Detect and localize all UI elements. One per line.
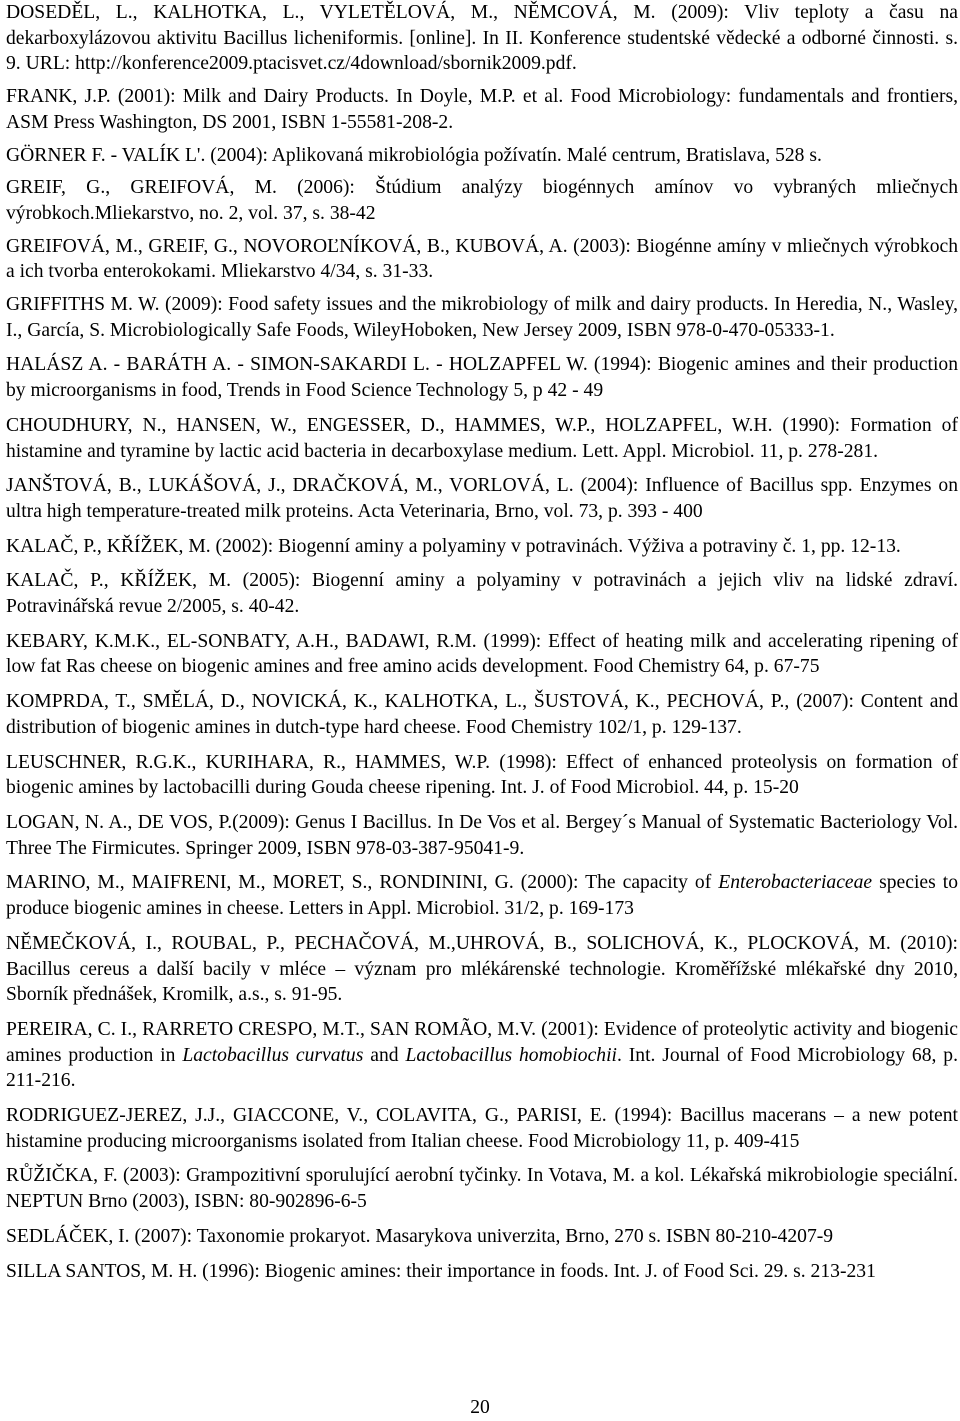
- reference-text: RODRIGUEZ-JEREZ, J.J., GIACCONE, V., COLAVITA, G., PARISI, E. (1994): Bacillus macerans – a new potent histamine producing microorganisms isolated from Italian cheese. Food Microbiology 11, p. 409-415: [6, 1105, 958, 1152]
- page-number: 20: [470, 1397, 490, 1418]
- reference-entry: [6, 84, 958, 135]
- reference-entry: [6, 931, 958, 1008]
- reference-text: species to produce biogenic amines in cheese. Letters in Appl. Microbiol. 31/2, p. 169-173: [6, 872, 958, 920]
- reference-text: KEBARY, K.M.K., EL-SONBATY, A.H., BADAWI, R.M. (1999): Effect of heating milk and accelerating ripening of low fat Ras cheese on biogenic amines and free amino acids development. Food Chemistry 64, p. 67-75: [6, 630, 958, 678]
- reference-entry: [6, 1163, 958, 1214]
- reference-list: [6, 0, 958, 1284]
- reference-text: GÖRNER F. - VALÍK L'. (2004): Aplikovaná mikrobiológia požívatín. Malé centrum, Bratislava, 528 s.: [6, 144, 822, 166]
- reference-text: KALAČ, P., KŘÍŽEK, M. (2002): Biogenní aminy a polyaminy v potravinách. Výživa a potraviny č. 1, pp. 12-13.: [6, 535, 901, 557]
- reference-text: RŮŽIČKA, F. (2003): Grampozitivní sporulující aerobní tyčinky. In Votava, M. a kol. Lékařská mikrobiologie speciální. NEPTUN Brno (2003), ISBN: 80-902896-6-5: [6, 1165, 958, 1213]
- reference-entry: [6, 352, 958, 403]
- italic-taxon: Lactobacillus curvatus: [182, 1044, 364, 1066]
- reference-entry: [6, 629, 958, 680]
- reference-entry: [6, 568, 958, 619]
- reference-entry: [6, 870, 958, 921]
- reference-text: CHOUDHURY, N., HANSEN, W., ENGESSER, D., HAMMES, W.P., HOLZAPFEL, W.H. (1990): Formation of histamine and tyramine by lactic acid bacteria in decarboxylase medium. Lett. Appl. Microbiol. 11, p. 278-281.: [6, 414, 958, 462]
- reference-text: NĚMEČKOVÁ, I., ROUBAL, P., PECHAČOVÁ, M.,UHROVÁ, B., SOLICHOVÁ, K., PLOCKOVÁ, M. (2010): Bacillus cereus a další bacily v mléce – význam pro mlékárenské technologie. Kroměřížské mlékařské dny 2010, Sborník přednášek, Kromilk, a.s., s. 91-95.: [6, 932, 958, 1006]
- reference-text: DOSEDĚL, L., KALHOTKA, L., VYLETĚLOVÁ, M., NĚMCOVÁ, M. (2009): Vliv teploty a času na dekarboxylázovou aktivitu Bacillus licheniformis. [online]. In II. Konference studentské vědecké a odborné činnosti. s. 9. URL: http://konference2009.ptacisvet.cz/4download/sbornik2009.pdf.: [6, 2, 958, 75]
- reference-entry: [6, 810, 958, 861]
- reference-entry: [6, 0, 958, 77]
- reference-text: GREIF, G., GREIFOVÁ, M. (2006): Štúdium analýzy biogénnych amínov vo vybraných mliečnych výrobkoch.Mliekarstvo, no. 2, vol. 37, s. 38-42: [6, 177, 958, 224]
- reference-text: SEDLÁČEK, I. (2007): Taxonomie prokaryot. Masarykova univerzita, Brno, 270 s. ISBN 80-210-4207-9: [6, 1225, 834, 1247]
- reference-text: JANŠTOVÁ, B., LUKÁŠOVÁ, J., DRAČKOVÁ, M., VORLOVÁ, L. (2004): Influence of Bacillus spp. Enzymes on ultra high temperature-treated milk proteins. Acta Veterinaria, Brno, vol. 73, p. 393 - 400: [6, 475, 958, 522]
- reference-entry: [6, 473, 958, 524]
- reference-entry: [6, 1259, 958, 1285]
- reference-text: HALÁSZ A. - BARÁTH A. - SIMON-SAKARDI L. - HOLZAPFEL W. (1994): Biogenic amines and their production by microorganisms in food, Trends in Food Science Technology 5, p 42 - 49: [6, 354, 958, 402]
- reference-text: KOMPRDA, T., SMĚLÁ, D., NOVICKÁ, K., KALHOTKA, L., ŠUSTOVÁ, K., PECHOVÁ, P., (2007): Content and distribution of biogenic amines in dutch-type hard cheese. Food Chemistry 102/1, p. 129-137.: [6, 691, 958, 738]
- reference-text: LOGAN, N. A., DE VOS, P.(2009): Genus I Bacillus. In De Vos et al. Bergey´s Manual of Systematic Bacteriology Vol. Three The Firmicutes. Springer 2009, ISBN 978-03-387-95041-9.: [6, 811, 958, 859]
- reference-entry: [6, 292, 958, 343]
- reference-entry: [6, 750, 958, 801]
- reference-entry: [6, 143, 958, 169]
- reference-text: . Int. Journal of Food Microbiology 68, p. 211-216.: [6, 1044, 958, 1092]
- italic-taxon: Enterobacteriaceae: [718, 872, 873, 894]
- reference-text: and: [363, 1044, 406, 1066]
- italic-taxon: Lactobacillus homobiochii: [405, 1044, 617, 1066]
- reference-entry: [6, 413, 958, 464]
- reference-text: GREIFOVÁ, M., GREIF, G., NOVOROĽNÍKOVÁ, B., KUBOVÁ, A. (2003): Biogénne amíny v mliečnych výrobkoch a ich tvorba enterokokami. Mliekarstvo 4/34, s. 31-33.: [6, 235, 958, 283]
- reference-text: LEUSCHNER, R.G.K., KURIHARA, R., HAMMES, W.P. (1998): Effect of enhanced proteolysis on formation of biogenic amines by lactobacilli during Gouda cheese ripening. Int. J. of Food Microbiol. 44, p. 15-20: [6, 751, 958, 799]
- reference-entry: [6, 1224, 958, 1250]
- reference-text: GRIFFITHS M. W. (2009): Food safety issues and the mikrobiology of milk and dairy products. In Heredia, N., Wasley, I., García, S. Microbiologically Safe Foods, WileyHoboken, New Jersey 2009, ISBN 978-0-470-05333-1.: [6, 294, 958, 341]
- reference-entry: [6, 234, 958, 285]
- reference-text: MARINO, M., MAIFRENI, M., MORET, S., RONDININI, G. (2000): The capacity of: [6, 872, 719, 894]
- reference-text: SILLA SANTOS, M. H. (1996): Biogenic amines: their importance in foods. Int. J. of Food Sci. 29. s. 213-231: [6, 1260, 876, 1282]
- reference-entry: [6, 1017, 958, 1094]
- reference-text: KALAČ, P., KŘÍŽEK, M. (2005): Biogenní aminy a polyaminy v potravinách a jejich vliv na lidské zdraví. Potravinářská revue 2/2005, s. 40-42.: [6, 570, 958, 618]
- reference-text: FRANK, J.P. (2001): Milk and Dairy Products. In Doyle, M.P. et al. Food Microbiology: fundamentals and frontiers, ASM Press Washington, DS 2001, ISBN 1-55581-208-2.: [6, 86, 958, 133]
- reference-entry: [6, 1103, 958, 1154]
- reference-entry: [6, 534, 958, 560]
- reference-entry: [6, 689, 958, 740]
- reference-text: PEREIRA, C. I., RARRETO CRESPO, M.T., SAN ROMÃO, M.V. (2001): Evidence of proteolytic activity and biogenic amines production in: [6, 1018, 958, 1066]
- reference-entry: [6, 175, 958, 226]
